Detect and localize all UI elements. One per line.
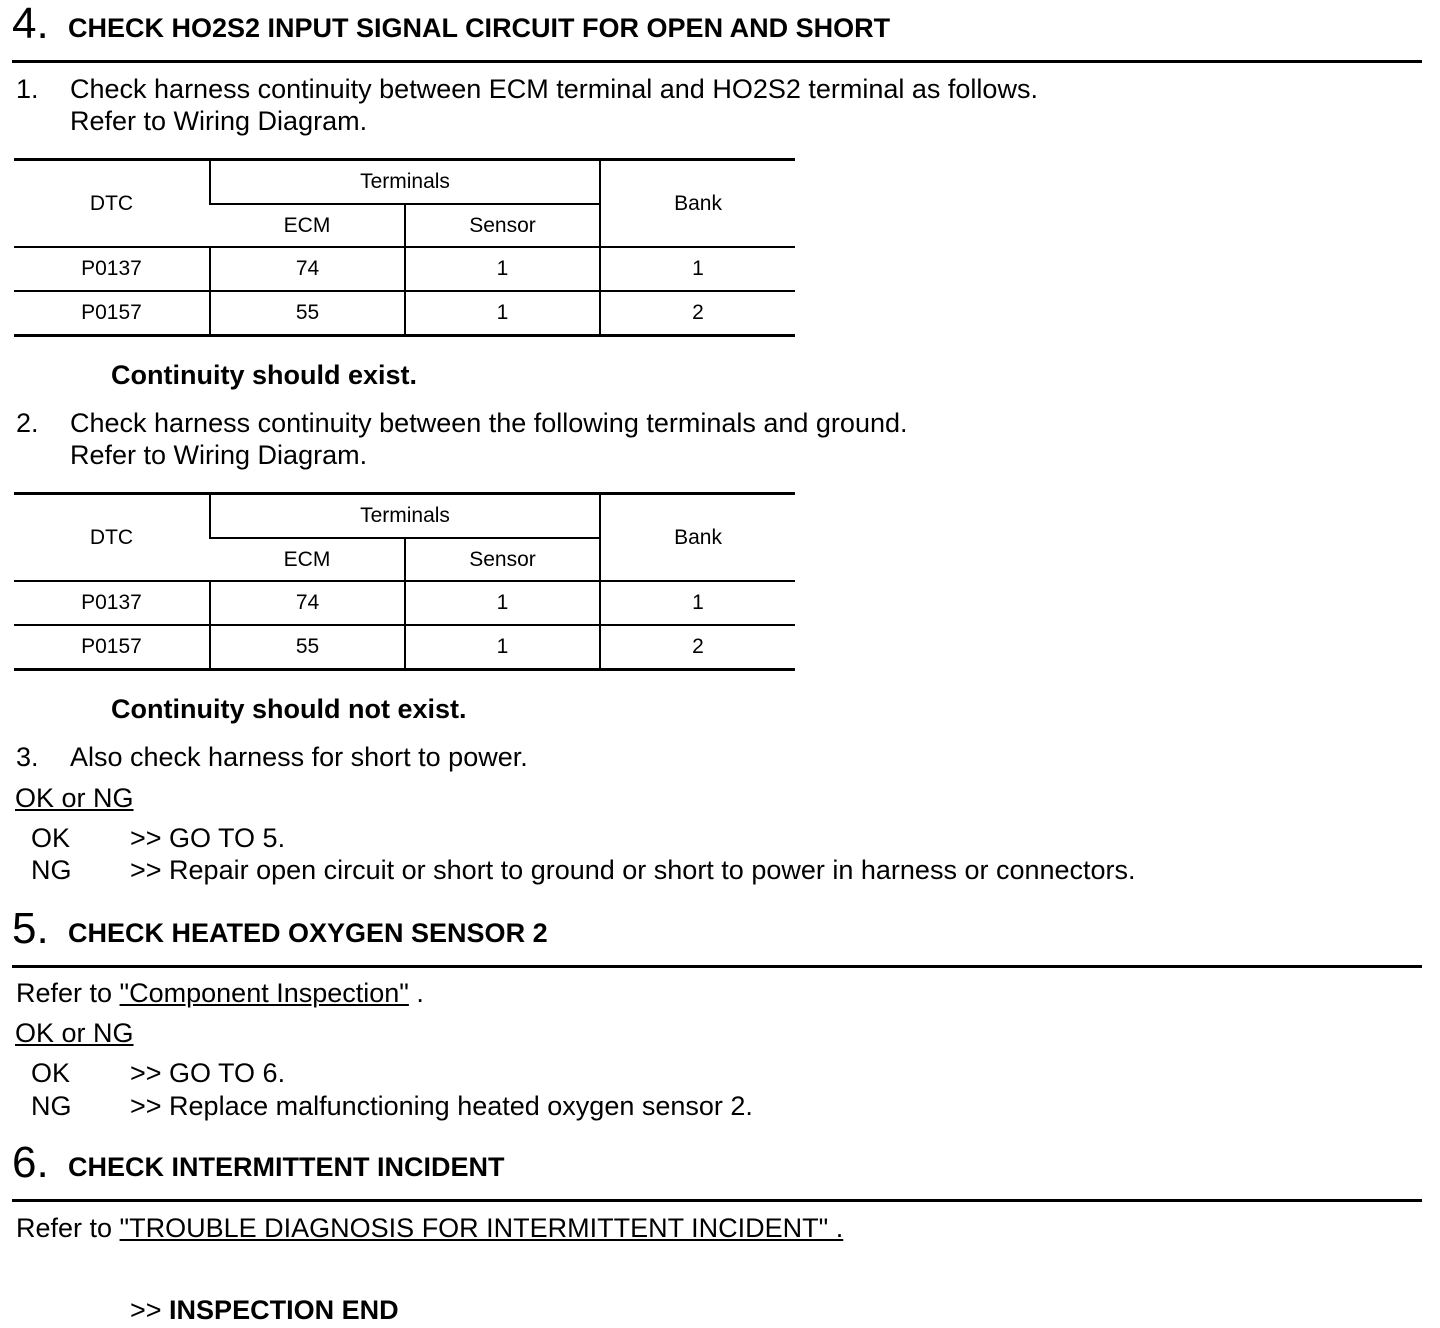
- terminal-table-1: [14, 158, 795, 337]
- ok-or-ng-label: OK or NG: [15, 1018, 134, 1048]
- table-cell-dtc: P0137: [14, 247, 210, 291]
- item-2-line-1: Check harness continuity between the following terminals and ground.: [70, 408, 908, 438]
- refer-suffix: .: [408, 978, 424, 1008]
- step-6-title: CHECK INTERMITTENT INCIDENT: [68, 1152, 505, 1182]
- table-2-bank-header: Bank: [600, 494, 795, 582]
- table-1-bank-header: Bank: [600, 160, 795, 248]
- result-2-text: Continuity should not exist.: [111, 694, 467, 724]
- ok-or-ng-label: OK or NG: [15, 783, 134, 813]
- table-2-dtc-header: DTC: [14, 494, 210, 582]
- table-cell-bank: 1: [600, 247, 795, 291]
- terminal-table-2: [14, 492, 795, 671]
- item-3-line-1: Also check harness for short to power.: [70, 742, 528, 772]
- table-1-dtc-header: DTC: [14, 160, 210, 248]
- step-5-refer-line: [16, 977, 424, 1009]
- table-cell-ecm: 55: [210, 291, 405, 336]
- table-cell-sensor: 1: [405, 625, 600, 670]
- table-cell-dtc: P0157: [14, 625, 210, 670]
- ng-label: NG: [31, 855, 72, 885]
- ng-label: NG: [31, 1091, 72, 1121]
- table-1-ecm-header: ECM: [210, 204, 405, 247]
- refer-prefix: Refer to: [16, 978, 120, 1008]
- item-1-number: 1.: [16, 74, 39, 104]
- step-6-header: [12, 1139, 1422, 1202]
- ok-label: OK: [31, 1058, 71, 1088]
- item-1-line-1: Check harness continuity between ECM terminal and HO2S2 terminal as follows.: [70, 74, 1038, 104]
- table-cell-ecm: 74: [210, 581, 405, 625]
- step-5-title: CHECK HEATED OXYGEN SENSOR 2: [68, 918, 548, 948]
- ng-action: >> Replace malfunctioning heated oxygen sensor 2.: [130, 1091, 753, 1121]
- table-cell-sensor: 1: [405, 291, 600, 336]
- ng-action: >> Repair open circuit or short to ground or short to power in harness or connectors.: [130, 855, 1136, 885]
- ok-label: OK: [31, 823, 71, 853]
- end-text: INSPECTION END: [169, 1295, 399, 1325]
- table-cell-sensor: 1: [405, 581, 600, 625]
- end-prefix: >>: [130, 1295, 170, 1325]
- table-row: [14, 291, 795, 336]
- table-row: [14, 247, 795, 291]
- table-cell-dtc: P0157: [14, 291, 210, 336]
- table-2-ecm-header: ECM: [210, 538, 405, 581]
- table-cell-bank: 2: [600, 291, 795, 336]
- ok-action: >> GO TO 5.: [130, 823, 286, 853]
- table-cell-dtc: P0137: [14, 581, 210, 625]
- inspection-end: [130, 1294, 399, 1326]
- table-cell-bank: 2: [600, 625, 795, 670]
- ok-action: >> GO TO 6.: [130, 1058, 286, 1088]
- refer-prefix: Refer to: [16, 1213, 120, 1243]
- step-4-number: 4.: [12, 0, 49, 48]
- item-3-number: 3.: [16, 742, 39, 772]
- table-2-sensor-header: Sensor: [405, 538, 600, 581]
- step-6-number: 6.: [12, 1138, 49, 1187]
- item-1-line-2: Refer to Wiring Diagram.: [70, 106, 368, 136]
- step-6-refer-line: [16, 1212, 843, 1244]
- step-4-header: [12, 0, 1422, 63]
- table-cell-bank: 1: [600, 581, 795, 625]
- table-1-sensor-header: Sensor: [405, 204, 600, 247]
- table-2-terminals-header: Terminals: [210, 494, 600, 539]
- step-4-title: CHECK HO2S2 INPUT SIGNAL CIRCUIT FOR OPEN AND SHORT: [68, 13, 891, 43]
- step-5-header: [12, 905, 1422, 968]
- table-cell-sensor: 1: [405, 247, 600, 291]
- component-inspection-link[interactable]: "Component Inspection": [119, 978, 409, 1008]
- table-row: [14, 625, 795, 670]
- table-cell-ecm: 74: [210, 247, 405, 291]
- step-5-number: 5.: [12, 904, 49, 953]
- result-1-text: Continuity should exist.: [111, 360, 418, 390]
- table-row: [14, 581, 795, 625]
- intermittent-incident-link[interactable]: "TROUBLE DIAGNOSIS FOR INTERMITTENT INCIDENT" .: [119, 1213, 844, 1243]
- item-2-number: 2.: [16, 408, 39, 438]
- table-cell-ecm: 55: [210, 625, 405, 670]
- table-1-terminals-header: Terminals: [210, 160, 600, 205]
- item-2-line-2: Refer to Wiring Diagram.: [70, 440, 368, 470]
